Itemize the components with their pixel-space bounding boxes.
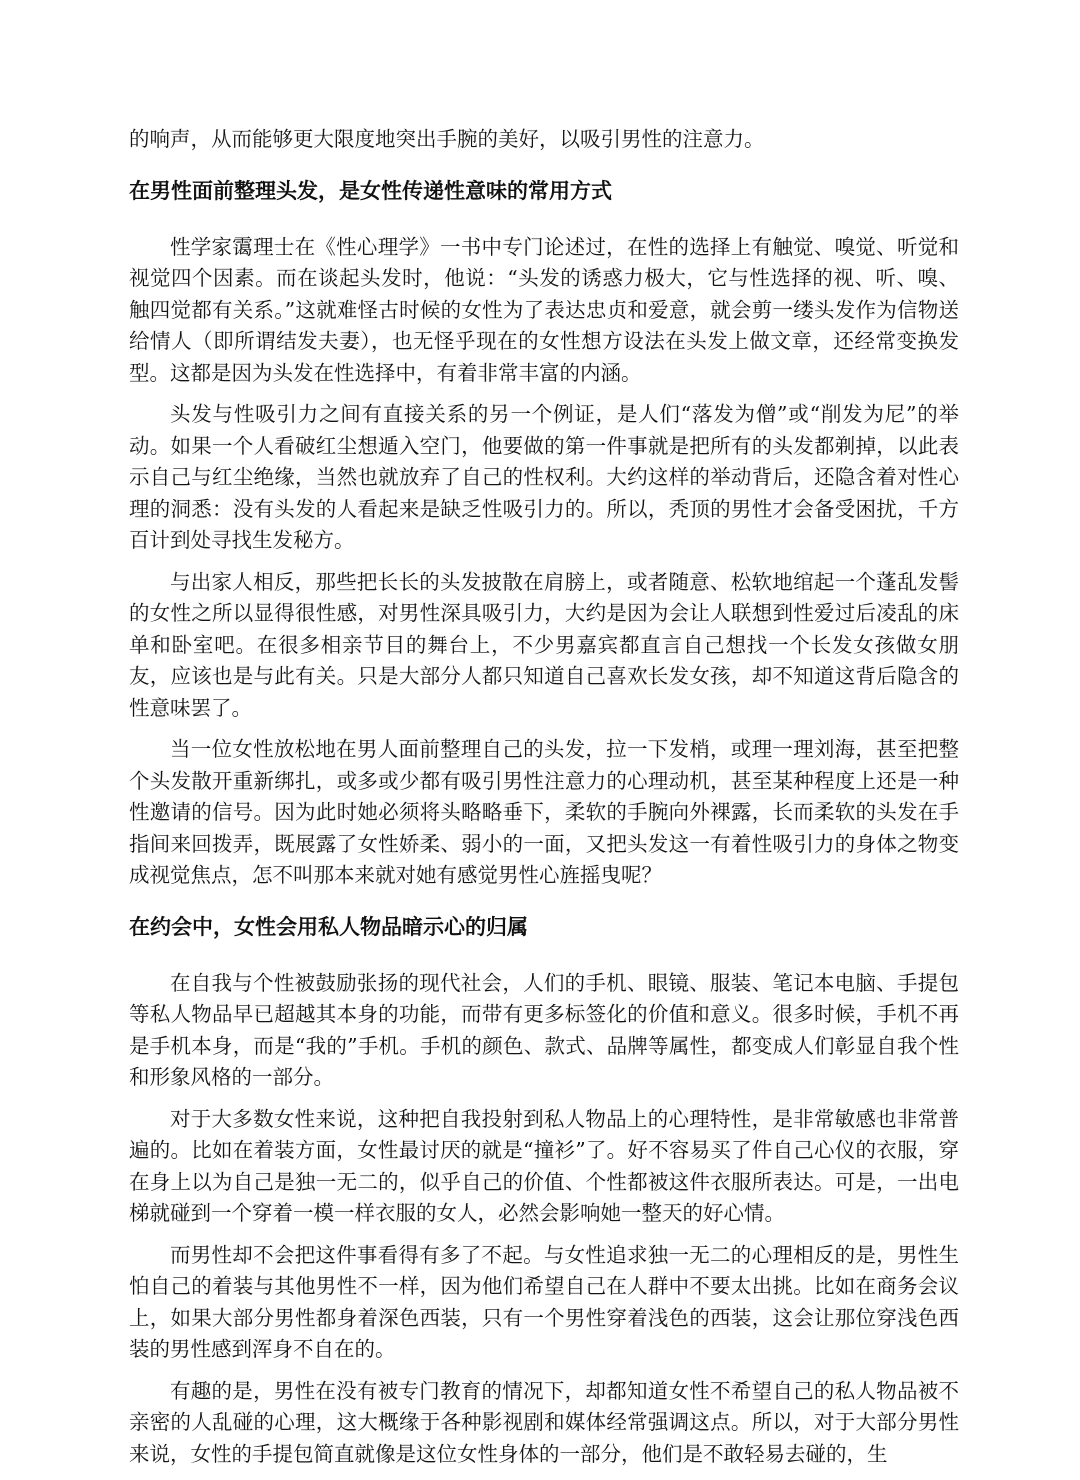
document-page: [129, 124, 959, 1480]
paragraph: 头发与性吸引力之间有直接关系的另一个例证，是人们“落发为僧”或“削发为尼”的举动。如果一个人看破红尘想遁入空门，他要做的第一件事就是把所有的头发都剃掉，以此表示自己与红尘绝缘，当然也就放弃了自己的性权利。大约这样的举动背后，还隐含着对性心理的洞悉：没有头发的人看起来是缺乏性吸引力的。所以，秃顶的男性才会备受困扰，千方百计到处寻找生发秘方。: [129, 402, 959, 552]
paragraph: 当一位女性放松地在男人面前整理自己的头发，拉一下发梢，或理一理刘海，甚至把整个头发散开重新绑扎，或多或少都有吸引男性注意力的心理动机，甚至某种程度上还是一种性邀请的信号。因为此时她必须将头略略垂下，柔软的手腕向外裸露，长而柔软的头发在手指间来回拨弄，既展露了女性娇柔、弱小的一面，又把头发这一有着性吸引力的身体之物变成视觉焦点，怎不叫那本来就对她有感觉男性心旌摇曳呢？: [129, 737, 959, 887]
paragraph: 在自我与个性被鼓励张扬的现代社会，人们的手机、眼镜、服装、笔记本电脑、手提包等私人物品早已超越其本身的功能，而带有更多标签化的价值和意义。很多时候，手机不再是手机本身，而是“我的”手机。手机的颜色、款式、品牌等属性，都变成人们彰显自我个性和形象风格的一部分。: [129, 970, 959, 1089]
paragraph: 而男性却不会把这件事看得有多了不起。与女性追求独一无二的心理相反的是，男性生怕自己的着装与其他男性不一样，因为他们希望自己在人群中不要太出挑。比如在商务会议上，如果大部分男性都身着深色西装，只有一个男性穿着浅色的西装，这会让那位穿浅色西装的男性感到浑身不自在的。: [129, 1242, 959, 1361]
section-heading-belongings: 在约会中，女性会用私人物品暗示心的归属: [129, 914, 528, 939]
paragraph: 有趣的是，男性在没有被专门教育的情况下，却都知道女性不希望自己的私人物品被不亲密的人乱碰的心理，这大概缘于各种影视剧和媒体经常强调这点。所以，对于大部分男性来说，女性的手提包简直就像是这位女性身体的一部分，他们是不敢轻易去碰的，生: [129, 1378, 959, 1466]
paragraph: 与出家人相反，那些把长长的头发披散在肩膀上，或者随意、松软地绾起一个蓬乱发髻的女性之所以显得很性感，对男性深具吸引力，大约是因为会让人联想到性爱过后凌乱的床单和卧室吧。在很多相亲节目的舞台上，不少男嘉宾都直言自己想找一个长发女孩做女朋友，应该也是与此有关。只是大部分人都只知道自己喜欢长发女孩，却不知道这背后隐含的性意味罢了。: [129, 569, 959, 720]
section-heading-hair: 在男性面前整理头发，是女性传递性意味的常用方式: [129, 178, 612, 203]
paragraph: 对于大多数女性来说，这种把自我投射到私人物品上的心理特性，是非常敏感也非常普遍的。比如在着装方面，女性最讨厌的就是“撞衫”了。好不容易买了件自己心仪的衣服，穿在身上以为自己是独一无二的，似乎自己的价值、个性都被这件衣服所表达。可是，一出电梯就碰到一个穿着一模一样衣服的女人，必然会影响她一整天的好心情。: [129, 1106, 959, 1225]
continuation-paragraph: 的响声，从而能够更大限度地突出手腕的美好，以吸引男性的注意力。: [129, 127, 765, 151]
paragraph: 性学家霭理士在《性心理学》一书中专门论述过，在性的选择上有触觉、嗅觉、听觉和视觉四个因素。而在谈起头发时，他说：“头发的诱惑力极大，它与性选择的视、听、嗅、触四觉都有关系。”这就难怪古时候的女性为了表达忠贞和爱意，就会剪一缕头发作为信物送给情人（即所谓结发夫妻），也无怪乎现在的女性想方设法在头发上做文章，还经常变换发型。这都是因为头发在性选择中，有着非常丰富的内涵。: [129, 234, 959, 385]
